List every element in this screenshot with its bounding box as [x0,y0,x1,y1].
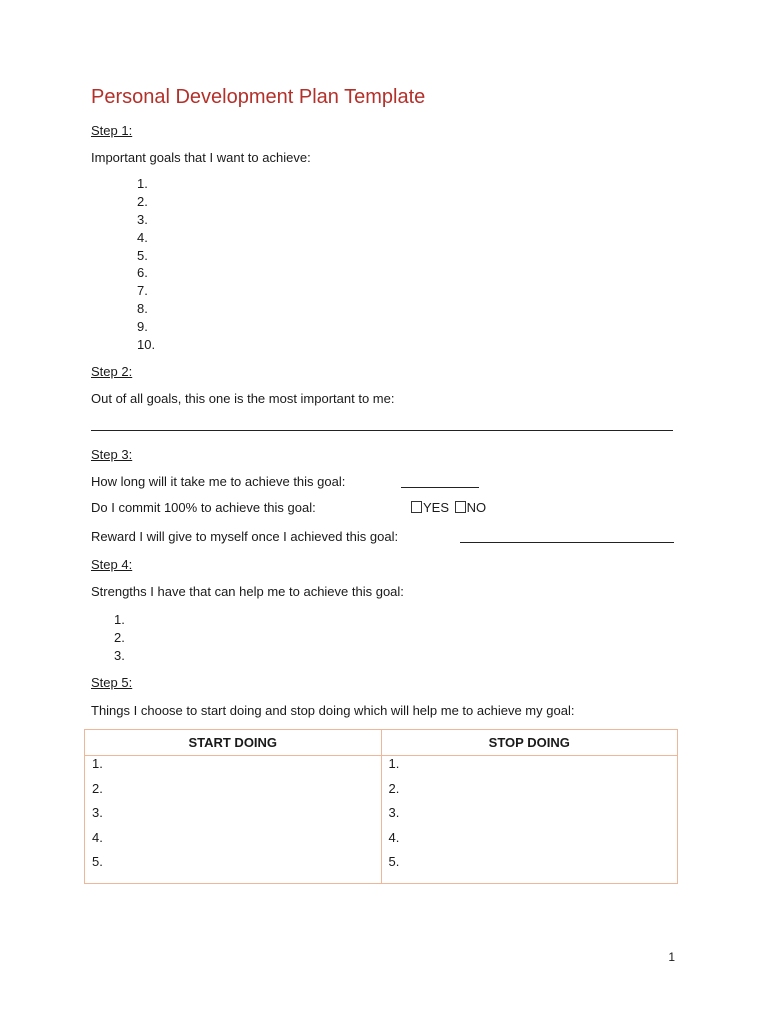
goal-item: 3. [137,211,148,227]
goal-item: 8. [137,301,148,317]
step1-prompt: Important goals that I want to achieve: [91,150,311,165]
step2-prompt: Out of all goals, this one is the most important to me: [91,391,395,406]
no-label: NO [466,500,487,515]
stop-doing-cell[interactable] [381,756,678,884]
most-important-goal-line[interactable] [91,430,673,431]
reward-line[interactable] [460,542,674,543]
commit-label: Do I commit 100% to achieve this goal: [91,500,316,515]
start-item: 4. [92,829,103,845]
start-stop-table [84,729,678,884]
step5-heading: Step 5: [91,675,133,690]
goal-item: 4. [137,229,148,245]
stop-item: 1. [388,756,400,771]
step1-heading: Step 1: [91,123,133,138]
goal-item: 1. [137,176,148,191]
goal-item: 2. [137,193,148,209]
step2-heading: Step 2: [91,364,133,379]
goal-item: 5. [137,247,148,263]
start-item: 2. [92,780,103,796]
start-item: 3. [92,805,103,821]
step4-heading: Step 4: [91,557,133,572]
step5-prompt: Things I choose to start doing and stop doing which will help me to achieve my goal: [91,703,575,718]
start-doing-cell[interactable] [85,756,382,884]
stop-item: 3. [388,805,400,821]
commit-options [411,500,486,515]
stop-doing-header: STOP DOING [381,730,678,756]
stop-item: 4. [388,829,400,845]
how-long-label: How long will it take me to achieve this goal: [91,474,346,489]
reward-label: Reward I will give to myself once I achieved this goal: [91,529,399,544]
yes-checkbox[interactable] [411,501,422,513]
start-doing-header: START DOING [85,730,382,756]
strength-item: 1. [114,612,125,627]
step4-prompt: Strengths I have that can help me to achieve this goal: [91,584,404,599]
goal-item: 6. [137,265,148,281]
page-number: 1 [668,950,675,964]
step1-goal-list [137,175,155,354]
goal-item: 10. [137,337,156,353]
how-long-line[interactable] [401,487,479,488]
goal-item: 9. [137,319,148,335]
stop-item: 5. [388,854,400,870]
goal-item: 7. [137,283,148,299]
start-item: 1. [92,756,103,771]
yes-label: YES [423,500,450,515]
stop-item: 2. [388,780,400,796]
step3-heading: Step 3: [91,447,133,462]
strengths-list [114,611,125,665]
strength-item: 3. [114,647,125,663]
strength-item: 2. [114,629,125,645]
start-item: 5. [92,854,103,870]
no-checkbox[interactable] [455,501,466,513]
document-title: Personal Development Plan Template [91,86,426,108]
